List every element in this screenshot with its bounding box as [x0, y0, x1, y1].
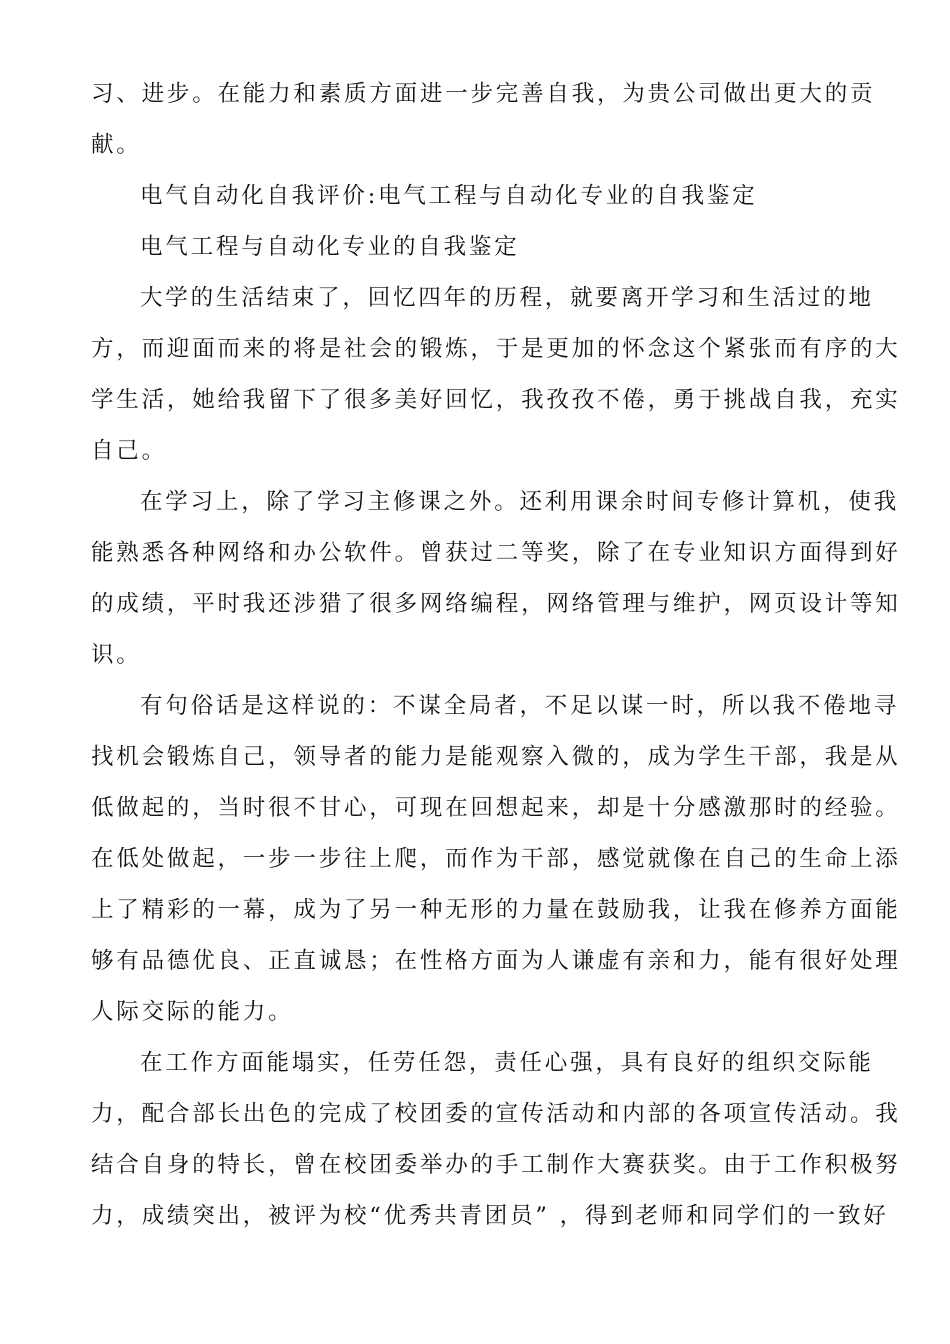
paragraph-line: 力，配合部长出色的完成了校团委的宣传活动和内部的各项宣传活动。我 [91, 1101, 901, 1127]
paragraph-line: 在低处做起，一步一步往上爬，而作为干部，感觉就像在自己的生命上添 [91, 846, 901, 872]
paragraph-line: 找机会锻炼自己，领导者的能力是能观察入微的，成为学生干部，我是从 [91, 744, 901, 770]
paragraph-line: 习、进步。在能力和素质方面进一步完善自我，为贵公司做出更大的贡 [91, 81, 876, 107]
paragraph-line: 在工作方面能塌实，任劳任怨，责任心强，具有良好的组织交际能 [140, 1050, 874, 1076]
paragraph-line: 有句俗话是这样说的：不谋全局者，不足以谋一时，所以我不倦地寻 [140, 693, 900, 719]
paragraph-line: 上了精彩的一幕，成为了另一种无形的力量在鼓励我，让我在修养方面能 [91, 897, 901, 923]
paragraph-line: 大学的生活结束了，回忆四年的历程，就要离开学习和生活过的地 [140, 285, 874, 311]
section-heading: 电气自动化自我评价:电气工程与自动化专业的自我鉴定 [140, 183, 758, 209]
paragraph-line: 方，而迎面而来的将是社会的锻炼，于是更加的怀念这个紧张而有序的大 [91, 336, 901, 362]
paragraph-line: 的成绩，平时我还涉猎了很多网络编程，网络管理与维护，网页设计等知 [91, 591, 901, 617]
paragraph-line: 自己。 [91, 438, 167, 464]
paragraph-line: 能熟悉各种网络和办公软件。曾获过二等奖，除了在专业知识方面得到好 [91, 540, 901, 566]
section-subheading: 电气工程与自动化专业的自我鉴定 [140, 234, 520, 260]
paragraph-line: 够有品德优良、正直诚恳；在性格方面为人谦虚有亲和力，能有很好处理 [91, 948, 901, 974]
paragraph-line: 识。 [91, 642, 142, 668]
paragraph-line: 力，成绩突出，被评为校“优秀共青团员” ，得到老师和同学们的一致好 [91, 1203, 889, 1229]
paragraph-line: 献。 [91, 132, 142, 158]
paragraph-line: 学生活，她给我留下了很多美好回忆，我孜孜不倦，勇于挑战自我，充实 [91, 387, 901, 413]
paragraph-line: 人际交际的能力。 [91, 999, 294, 1025]
paragraph-line: 结合自身的特长，曾在校团委举办的手工制作大赛获奖。由于工作积极努 [91, 1152, 901, 1178]
paragraph-line: 在学习上，除了学习主修课之外。还利用课余时间专修计算机，使我 [140, 489, 900, 515]
paragraph-line: 低做起的，当时很不甘心，可现在回想起来，却是十分感激那时的经验。 [91, 795, 901, 821]
